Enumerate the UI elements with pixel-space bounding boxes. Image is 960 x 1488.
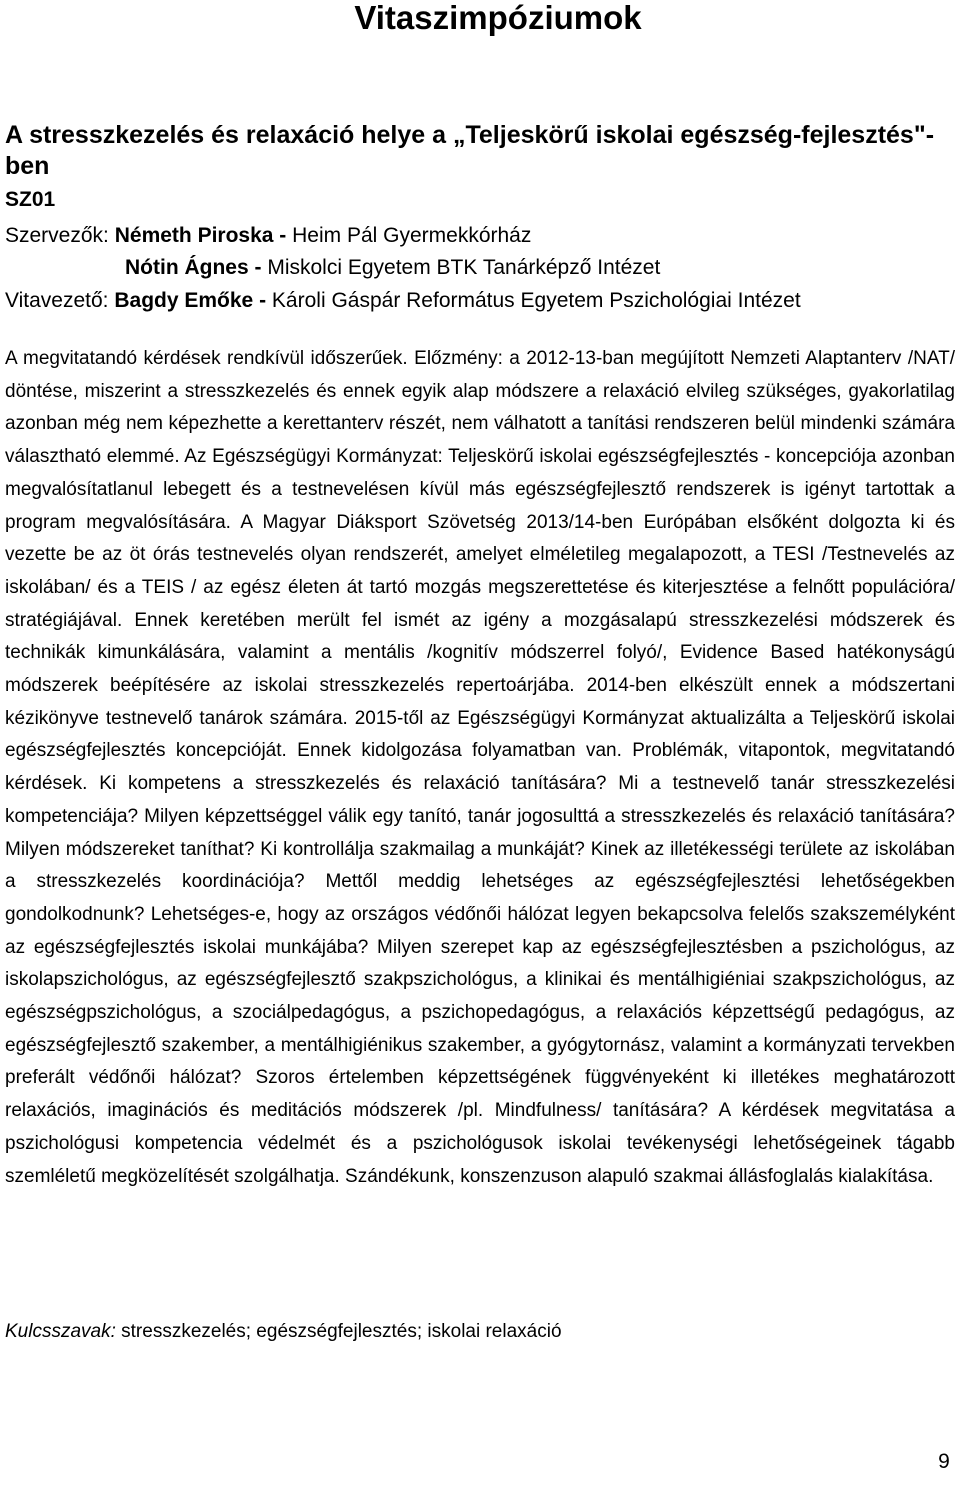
keywords: stresszkezelés; egészségfejlesztés; iskolai relaxáció — [121, 1321, 562, 1342]
abstract — [5, 343, 955, 1193]
chair-name: Bagdy Emőke - — [114, 289, 267, 312]
keywords-label: Kulcsszavak: — [5, 1321, 116, 1342]
chair-label: Vitavezető: — [5, 289, 109, 312]
organizers-label: Szervezők: — [5, 224, 109, 247]
organizer-2-affiliation: Miskolci Egyetem BTK Tanárképző Intézet — [267, 256, 661, 279]
keywords-line — [5, 1318, 955, 1346]
abstract-lead: A megvitatandó kérdések rendkívül időszerűek. — [5, 348, 408, 369]
page-number: 9 — [938, 1450, 950, 1473]
section-title: Vitaszimpóziumok — [354, 0, 642, 36]
organizer-1-name: Németh Piroska - — [114, 224, 287, 247]
organizer-line-2 — [5, 253, 960, 282]
organizer-2-name: Nótin Ágnes - — [125, 256, 262, 279]
abstract-body: Előzmény: a 2012-13-ban megújított Nemzeti Alaptanterv /NAT/ döntése, miszerint a stresszkezelés és ennek egyik alap módszere a relaxáció elvileg szükséges, gyakorlatilag azonban még nem képezhette a kerettanterv részét, nem válhatott a tanítási rendszeren belül mindenki számára választható elemmé. Az Egészségügyi Kormányzat: Teljeskörű iskolai egészségfejlesztés - koncepciója azonban megvalósítatlanul lebegett és a testnevelésen kívül más egészségfejlesztő rendszerek is igényt tartottak a program megvalósítására. A Magyar Diáksport Szövetség 2013/14-ben Európában elsőként dolgozta ki és vezette be az öt órás testnevelés olyan rendszerét, amelyet elméletileg megalapozott, a TESI /Testnevelés az iskolában/ és a TEIS / az egész életen át tartó mozgás megszerettetése és kiterjesztése a felnőtt populációra/ stratégiájával. Ennek keretében merült fel ismét az igény a mozgásalapú stresszkezelési módszerek és technikák kimunkálására, valamint a mentális /kognitív módszerrel folyó/, Evidence Based hatékonyságú módszerek beépítésére az iskolai stresszkezelés repertoárjába. 2014-ben elkészült ennek a módszertani kézikönyve testnevelő tanárok számára. 2015-től az Egészségügyi Kormányzat aktualizálta a Teljeskörű iskolai egészségfejlesztés koncepcióját. Ennek kidolgozása folyamatban van. Problémák, vitapontok, megvitatandó kérdések. Ki kompetens a stresszkezelés és relaxáció tanítására? Mi a testnevelő tanár stresszkezelési kompetenciája? Milyen képzettséggel válik egy tanító, tanár jogosulttá a stresszkezelés és relaxáció tanítására? Milyen módszereket taníthat? Ki kontrollálja szakmailag a munkáját? Kinek az illetékességi területe az iskolában a stresszkezelés koordinációja? Mettől meddig lehetséges az egészségfejlesztési lehetőségekben gondolkodnunk? Lehetséges-e, hogy az országos védőnői hálózat legyen bekapcsolva felelős szakszemélyként az egészségfejlesztés iskolai munkájába? Milyen szerepet kap az egészségfejlesztésben a pszichológus, az iskolapszichológus, az egészségfejlesztő szakpszichológus, a klinikai és mentálhigiéniai szakpszichológus, az egészségpszichológus, a szociálpedagógus, a pszichopedagógus, a relaxációs képzettségű pedagógus, az egészségfejlesztő szakember, a mentálhigiénikus szakember, a gyógytornász, valamint a kormányzati tervekben preferált védőnői hálózat? Szoros értelemben képzettségének függvényeként ki illetékes meghatározott relaxációs, imaginációs és meditációs módszerek /pl. Mindfulness/ tanítására? A kérdések megvitatása a pszichológusi kompetencia védelmét és a pszichológusok iskolai tevékenységi lehetőségeinek tágabb szemléletű megközelítését szolgálhatja. Szándékunk, konszenzuson alapuló szakmai állásfoglalás kialakítása. — [5, 348, 955, 1187]
session-code: SZ01 — [5, 188, 56, 211]
chair-affiliation: Károli Gáspár Református Egyetem Pszichológiai Intézet — [271, 289, 801, 312]
organizer-1-affiliation: Heim Pál Gyermekkórház — [292, 224, 532, 247]
organizer-line-1 — [5, 221, 960, 250]
chair-line — [5, 286, 960, 315]
article-title: A stresszkezelés és relaxáció helye a „Teljeskörű iskolai egészség-fejlesztés"-ben — [5, 121, 935, 180]
